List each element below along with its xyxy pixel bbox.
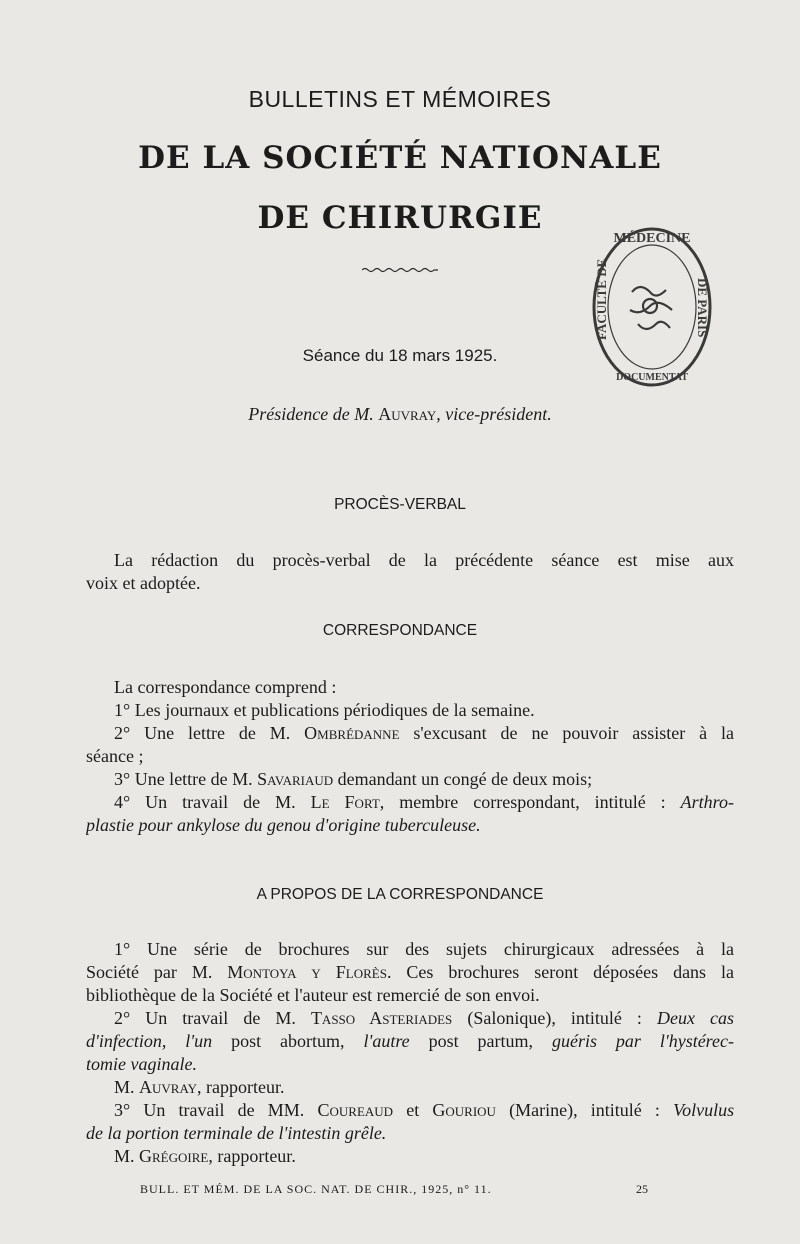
- person-name: Ombrédanne: [304, 723, 400, 743]
- stamp-top-text: MÉDECINE: [613, 231, 691, 246]
- paragraph-line: bibliothèque de la Société et l'auteur est remercié de son envoi.: [86, 985, 540, 1005]
- proces-verbal-text: [86, 549, 734, 595]
- person-name: Grégoire: [139, 1146, 209, 1166]
- society-title: DE LA SOCIÉTÉ NATIONALE: [138, 140, 662, 176]
- paragraph-line: La correspondance comprend :: [114, 677, 337, 697]
- paragraph-line: 1° Une série de brochures sur des sujets chirurgicaux adressées à la: [114, 939, 734, 959]
- list-item: 2° Une lettre de M. Ombrédanne s'excusant de ne pouvoir assister à la: [114, 723, 734, 743]
- page-number: 25: [636, 1182, 648, 1196]
- person-name: Auvray: [139, 1077, 198, 1097]
- a-propos-text: [86, 938, 734, 1168]
- stamp-right-text: DE PARIS: [695, 278, 710, 338]
- ornament-divider: [362, 266, 438, 274]
- rapporteur-line: M. Grégoire, rapporteur.: [114, 1146, 296, 1166]
- presidency-suffix: vice-président.: [445, 404, 552, 424]
- stamp-left-text: FACULTÉ DE: [594, 258, 609, 340]
- work-title: de la portion terminale de l'intestin grêle.: [86, 1123, 387, 1143]
- list-item-continuation: séance ;: [86, 746, 144, 766]
- paragraph-line: d'infection, l'un post abortum, l'autre post partum, guéris par l'hystérec-: [86, 1031, 734, 1051]
- paragraph-line: La rédaction du procès-verbal de la précédente séance est mise aux: [114, 550, 734, 570]
- journal-title: BULLETINS ET MÉMOIRES: [248, 86, 552, 112]
- running-footer: BULL. ET MÉM. DE LA SOC. NAT. DE CHIR., 1925, n° 11.: [140, 1182, 492, 1196]
- paragraph-line: voix et adoptée.: [86, 573, 201, 593]
- person-name: Le Fort: [310, 792, 380, 812]
- library-stamp: [588, 222, 716, 392]
- list-item: 4° Un travail de M. Le Fort, membre correspondant, intitulé : Arthro-: [114, 792, 734, 812]
- president-name: Auvray: [378, 404, 437, 424]
- presidency-line: Présidence de M. Auvray, vice-président.: [248, 404, 552, 424]
- section-title-proces-verbal: PROCÈS-VERBAL: [334, 496, 466, 513]
- paragraph-line: 3° Un travail de MM. Coureaud et Gouriou (Marine), intitulé : Volvulus: [114, 1100, 734, 1120]
- paragraph-line: Société par M. Montoya y Florès. Ces brochures seront déposées dans la: [86, 962, 734, 982]
- person-name: Coureaud: [317, 1100, 394, 1120]
- section-title-a-propos: A PROPOS DE LA CORRESPONDANCE: [256, 886, 544, 903]
- work-title: plastie pour ankylose du genou d'origine tuberculeuse.: [86, 815, 481, 835]
- list-item: 3° Une lettre de M. Savariaud demandant un congé de deux mois;: [114, 769, 593, 789]
- person-name: Montoya y Florès: [227, 962, 387, 982]
- work-title: Arthro-: [680, 792, 734, 812]
- paragraph-line: [86, 1053, 734, 1076]
- person-name: Gouriou: [432, 1100, 496, 1120]
- work-title: tomie vaginale.: [86, 1054, 197, 1074]
- person-name: Savariaud: [257, 769, 334, 789]
- correspondance-text: [86, 676, 734, 837]
- rapporteur-line: M. Auvray, rapporteur.: [114, 1077, 285, 1097]
- paragraph-line: 2° Un travail de M. Tasso Asteriades (Salonique), intitulé : Deux cas: [114, 1008, 734, 1028]
- list-item: 1° Les journaux et publications périodiques de la semaine.: [114, 700, 535, 720]
- presidency-prefix: Présidence de M.: [248, 404, 374, 424]
- paragraph-line: [86, 1122, 734, 1145]
- session-date: Séance du 18 mars 1925.: [302, 346, 498, 365]
- person-name: Tasso Asteriades: [310, 1008, 453, 1028]
- stamp-bottom-text: DOCUMENTAT: [616, 372, 688, 383]
- society-subtitle: DE CHIRURGIE: [257, 200, 543, 236]
- work-title: Volvulus: [673, 1100, 734, 1120]
- list-item-continuation: [86, 814, 734, 837]
- work-title: Deux cas: [657, 1008, 734, 1028]
- section-title-correspondance: CORRESPONDANCE: [322, 622, 478, 639]
